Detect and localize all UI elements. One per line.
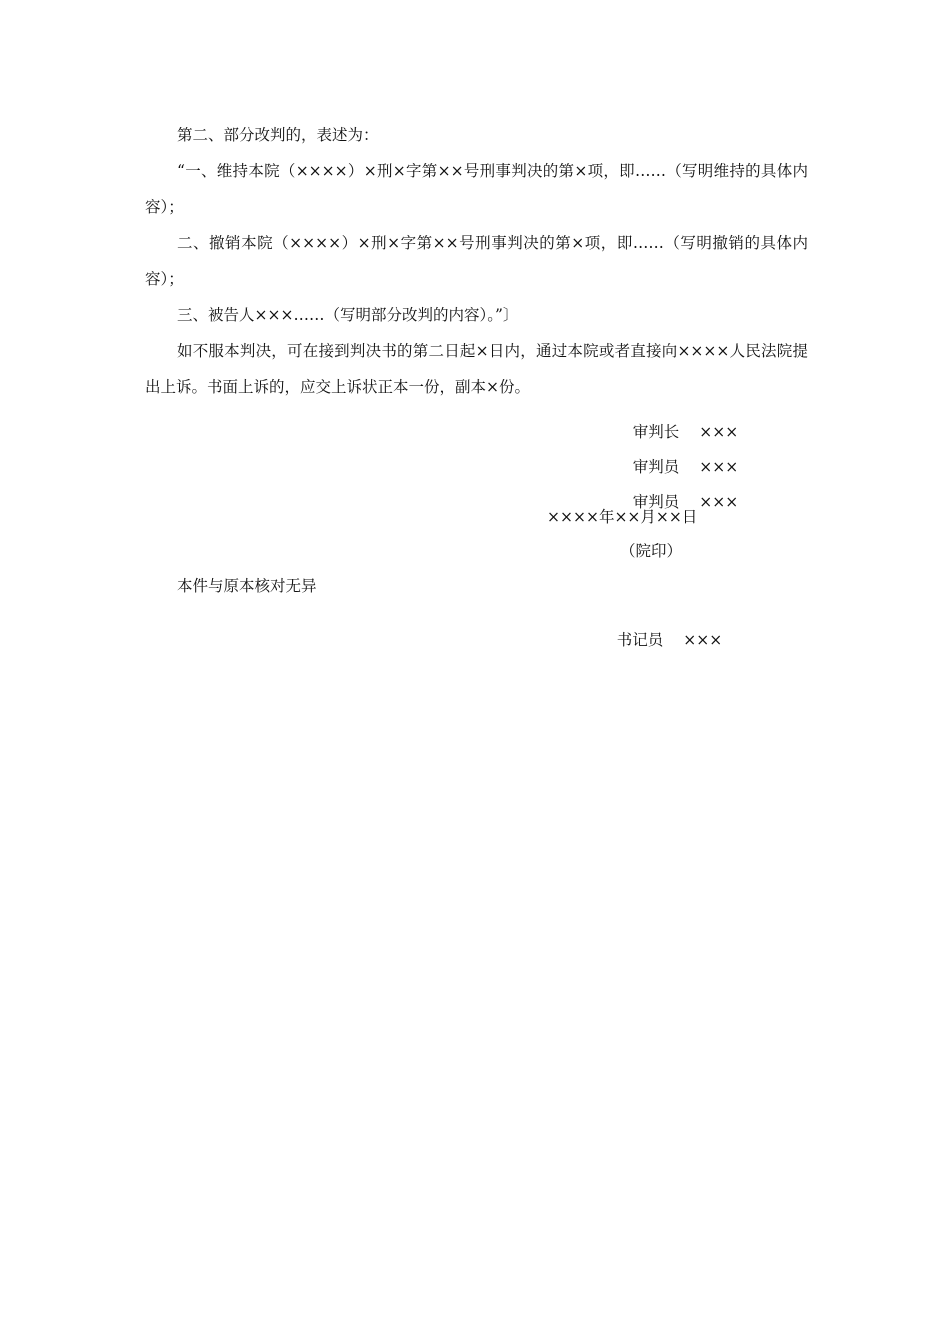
signature-name: ×××: [699, 423, 739, 441]
signature-role: 审判长: [632, 423, 680, 441]
paragraph-item-defendant: 三、被告人×××……（写明部分改判的内容）。”〕: [177, 306, 519, 324]
paragraph-item-revoke: 二、撤销本院（××××）×刑×字第××号刑事判决的第×项，即……（写明撤销的具体内容）；: [145, 234, 808, 288]
court-seal: （院印）: [620, 542, 683, 560]
signature-name: ×××: [699, 493, 739, 511]
verification-statement: 本件与原本核对无异: [177, 577, 317, 595]
signature-role: 审判员: [632, 458, 680, 476]
signature-role: 书记员: [616, 631, 664, 649]
paragraph-appeal-notice: 如不服本判决，可在接到判决书的第二日起×日内，通过本院或者直接向××××人民法院提出上诉。书面上诉的，应交上诉状正本一份，副本×份。: [145, 342, 808, 396]
judgment-date: ××××年××月××日: [547, 508, 698, 526]
signature-clerk: [597, 610, 722, 670]
signature-role: 审判员: [632, 493, 680, 511]
paragraph-partial-revision-intro: 第二、部分改判的，表述为：: [177, 126, 379, 144]
signature-name: ×××: [683, 631, 723, 649]
paragraph-item-maintain: “一、维持本院（××××）×刑×字第××号刑事判决的第×项，即……（写明维持的具体内容）；: [145, 162, 808, 216]
judgment-body: [145, 117, 808, 405]
signature-name: ×××: [699, 458, 739, 476]
